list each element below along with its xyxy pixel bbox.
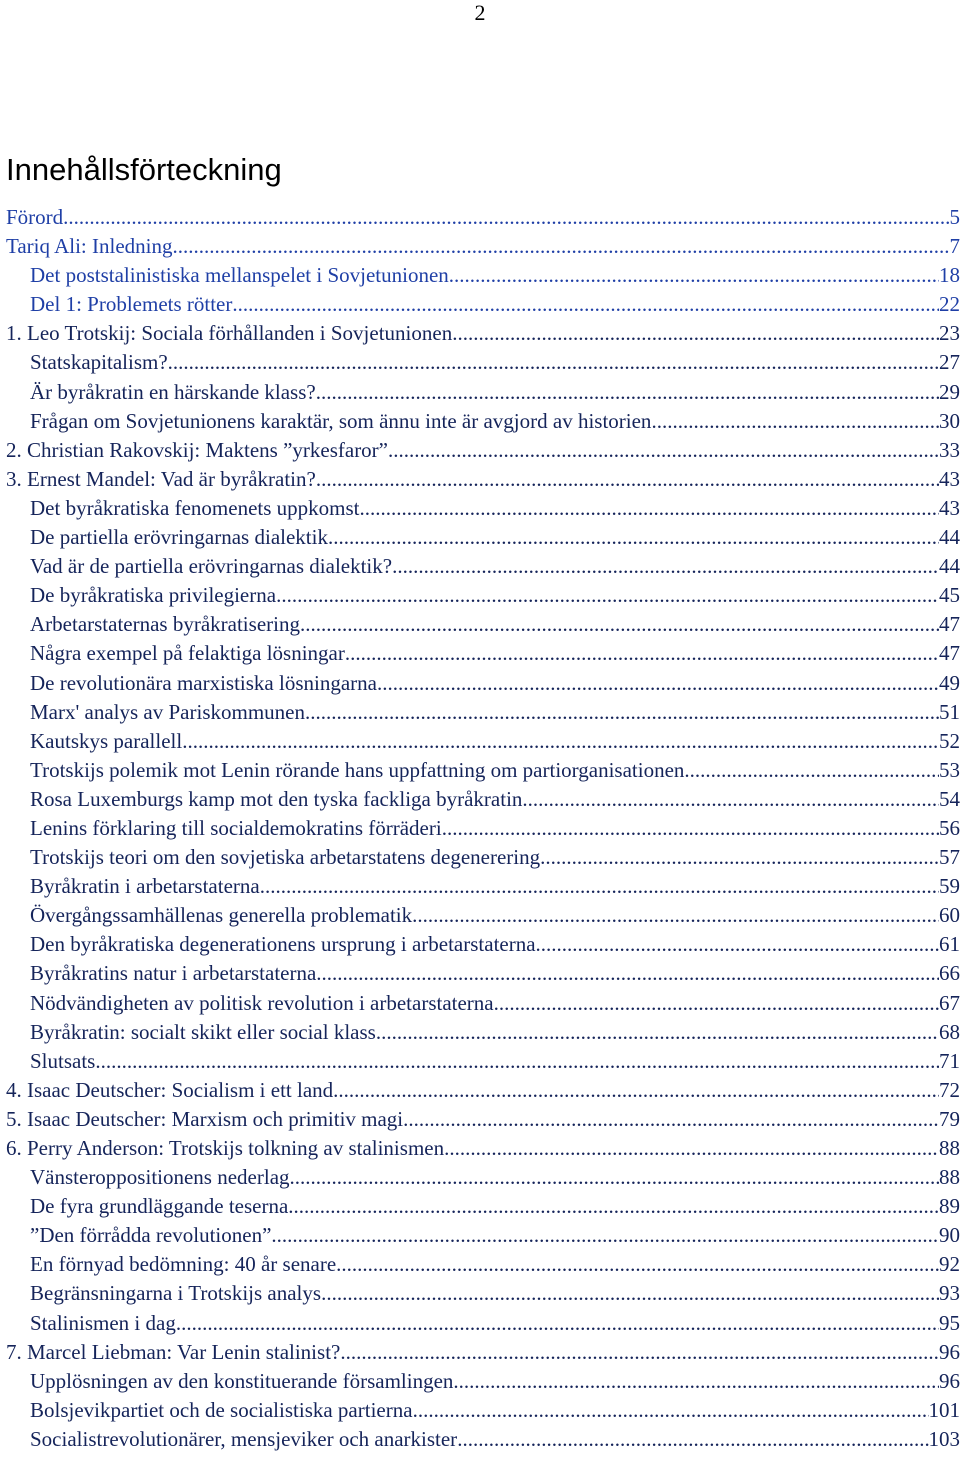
toc-entry[interactable]: [6, 756, 960, 785]
toc-dot-leader: [442, 814, 939, 843]
toc-entry-title[interactable]: Trotskijs teori om den sovjetiska arbetarstatens degenerering: [30, 845, 541, 870]
toc-entry-title[interactable]: Stalinismen i dag: [30, 1310, 176, 1335]
toc-entry-title[interactable]: 2. Christian Rakovskij: Maktens ”yrkesfaror”: [6, 437, 388, 462]
toc-dot-leader: [536, 930, 939, 959]
page-number: 2: [474, 0, 486, 25]
toc-entry-page[interactable]: 56: [939, 815, 960, 840]
toc-entry-title[interactable]: Rosa Luxemburgs kamp mot den tyska fackliga byråkratin: [30, 786, 523, 811]
toc-entry-title[interactable]: En förnyad bedömning: 40 år senare: [30, 1252, 337, 1277]
toc-entry[interactable]: [6, 785, 960, 814]
toc-entry-page[interactable]: 66: [939, 961, 960, 986]
toc-entry-page[interactable]: 88: [939, 1136, 960, 1160]
toc-entry[interactable]: [6, 930, 960, 959]
toc-dot-leader: [300, 610, 939, 639]
toc-entry-title[interactable]: Det byråkratiska fenomenets uppkomst: [30, 495, 360, 520]
toc-entry-page[interactable]: 93: [939, 1281, 960, 1306]
toc-entry-title[interactable]: Förord: [6, 205, 64, 229]
toc-dot-leader: [412, 901, 939, 930]
toc-entry-page[interactable]: 89: [939, 1194, 960, 1219]
toc-entry-title[interactable]: Är byråkratin en härskande klass?: [30, 379, 316, 404]
toc-entry[interactable]: [6, 523, 960, 552]
toc-entry-title[interactable]: Arbetarstaternas byråkratisering: [30, 612, 300, 637]
toc-entry[interactable]: [6, 959, 960, 988]
toc-entry[interactable]: [6, 872, 960, 901]
toc-entry-page[interactable]: 72: [939, 1077, 960, 1102]
toc-dot-leader: [288, 1192, 939, 1221]
toc-entry-page[interactable]: 95: [939, 1310, 960, 1335]
toc-entry-title[interactable]: Den byråkratiska degenerationens ursprung i arbetarstaterna: [30, 932, 536, 957]
toc-entry[interactable]: [6, 1309, 960, 1338]
toc-entry-title[interactable]: 6. Perry Anderson: Trotskijs tolkning av stalinismen: [6, 1136, 445, 1160]
toc-entry-title[interactable]: Nödvändigheten av politisk revolution i arbetarstaterna: [30, 990, 494, 1015]
toc-dot-leader: [95, 1047, 939, 1076]
toc-entry-title[interactable]: Lenins förklaring till socialdemokratins förräderi: [30, 815, 442, 840]
toc-dot-leader: [444, 1134, 939, 1163]
toc-entry[interactable]: [6, 843, 960, 872]
toc-dot-leader: [413, 1396, 929, 1425]
toc-entry-page[interactable]: 7: [949, 234, 960, 259]
toc-entry-page[interactable]: 90: [939, 1223, 960, 1248]
toc-entry[interactable]: [6, 436, 960, 465]
toc-entry-title[interactable]: Bolsjevikpartiet och de socialistiska partierna: [30, 1397, 413, 1422]
toc-entry-title[interactable]: Slutsats: [30, 1048, 96, 1073]
toc-entry[interactable]: [6, 1250, 960, 1279]
toc-entry[interactable]: [6, 378, 960, 407]
toc-entry-title[interactable]: Begränsningarna i Trotskijs analys: [30, 1281, 322, 1306]
toc-entry[interactable]: [6, 1105, 960, 1134]
toc-entry[interactable]: [6, 1163, 960, 1192]
toc-entry-page[interactable]: 44: [939, 554, 960, 579]
toc-entry-page[interactable]: 101: [928, 1397, 960, 1422]
toc-dot-leader: [403, 1105, 939, 1134]
toc-dot-leader: [232, 290, 939, 319]
toc-dot-leader: [173, 232, 950, 261]
toc-dot-leader: [316, 959, 939, 988]
toc-entry-title[interactable]: De partiella erövringarnas dialektik: [30, 525, 328, 550]
toc-dot-leader: [340, 1338, 939, 1367]
toc-dot-leader: [360, 494, 940, 523]
toc-entry-title[interactable]: Tariq Ali: Inledning: [6, 234, 173, 259]
toc-entry-page[interactable]: 68: [939, 1019, 960, 1044]
toc-entry-page[interactable]: 96: [939, 1368, 960, 1393]
toc-dot-leader: [321, 1279, 939, 1308]
toc-entry[interactable]: [6, 989, 960, 1018]
toc-entry-page[interactable]: 96: [939, 1339, 960, 1364]
toc-entry-page[interactable]: 47: [939, 612, 960, 637]
toc-entry[interactable]: [6, 348, 960, 377]
toc-entry-page[interactable]: 79: [939, 1106, 960, 1131]
toc-dot-leader: [494, 989, 939, 1018]
toc-entry[interactable]: [6, 465, 960, 494]
toc-dot-leader: [182, 727, 939, 756]
toc-dot-leader: [271, 1221, 939, 1250]
toc-entry-title[interactable]: Övergångssamhällenas generella problematik: [30, 903, 413, 928]
toc-entry-page[interactable]: 52: [939, 728, 960, 753]
toc-entry-title[interactable]: Några exempel på felaktiga lösningar: [30, 641, 345, 666]
toc-entry-page[interactable]: 71: [939, 1048, 960, 1073]
toc-entry[interactable]: [6, 814, 960, 843]
toc-entry[interactable]: [6, 581, 960, 610]
toc-entry-page[interactable]: 103: [928, 1426, 960, 1451]
toc-entry[interactable]: [6, 1425, 960, 1454]
toc-dot-leader: [336, 1250, 939, 1279]
toc-list: [6, 203, 960, 1454]
toc-entry-title[interactable]: Socialistrevolutionärer, mensjeviker och anarkister: [30, 1426, 458, 1451]
toc-dot-leader: [651, 407, 939, 436]
toc-dot-leader: [449, 261, 939, 290]
toc-entry-page[interactable]: 23: [939, 321, 960, 346]
toc-entry[interactable]: [6, 1221, 960, 1250]
toc-entry[interactable]: [6, 639, 960, 668]
toc-entry[interactable]: [6, 727, 960, 756]
toc-entry[interactable]: [6, 610, 960, 639]
toc-entry[interactable]: [6, 1396, 960, 1425]
toc-entry[interactable]: [6, 1367, 960, 1396]
toc-entry-page[interactable]: 54: [939, 786, 960, 811]
toc-dot-leader: [457, 1425, 928, 1454]
toc-dot-leader: [453, 1367, 939, 1396]
toc-entry-page[interactable]: 60: [939, 903, 960, 928]
toc-entry-page[interactable]: 88: [939, 1165, 960, 1190]
toc-entry-title[interactable]: Byråkratins natur i arbetarstaterna: [30, 961, 317, 986]
toc-dot-leader: [377, 669, 939, 698]
toc-dot-leader: [168, 348, 939, 377]
toc-entry[interactable]: [6, 1018, 960, 1047]
toc-entry-title[interactable]: Kautskys parallell: [30, 728, 183, 753]
toc-entry-title[interactable]: Upplösningen av den konstituerande församlingen: [30, 1368, 454, 1393]
toc-entry-title[interactable]: Det poststalinistiska mellanspelet i Sovjetunionen: [30, 263, 449, 288]
toc-entry-title[interactable]: Statskapitalism?: [30, 350, 168, 375]
toc-entry-page[interactable]: 92: [939, 1252, 960, 1277]
toc-entry[interactable]: [6, 494, 960, 523]
toc-entry-page[interactable]: 57: [939, 845, 960, 870]
toc-entry-page[interactable]: 43: [939, 466, 960, 491]
toc-entry-title[interactable]: ”Den förrådda revolutionen”: [30, 1223, 272, 1248]
toc-dot-leader: [540, 843, 939, 872]
toc-entry-title[interactable]: Marx' analys av Pariskommunen: [30, 699, 305, 724]
toc-entry-page[interactable]: 30: [939, 408, 960, 433]
toc-dot-leader: [305, 698, 939, 727]
toc-entry-page[interactable]: 44: [939, 525, 960, 550]
toc-dot-leader: [345, 639, 939, 668]
toc-entry-title[interactable]: Byråkratin i arbetarstaterna: [30, 874, 260, 899]
toc-dot-leader: [276, 581, 939, 610]
toc-entry-page[interactable]: 18: [939, 263, 960, 288]
toc-dot-leader: [684, 756, 939, 785]
toc-entry-title[interactable]: Byråkratin: socialt skikt eller social klass: [30, 1019, 376, 1044]
toc-entry[interactable]: [6, 407, 960, 436]
toc-entry-page[interactable]: 47: [939, 641, 960, 666]
toc-entry-page[interactable]: 45: [939, 583, 960, 608]
toc-entry-title[interactable]: 7. Marcel Liebman: Var Lenin stalinist?: [6, 1339, 341, 1364]
toc-entry-page[interactable]: 5: [949, 205, 960, 229]
toc-entry-page[interactable]: 43: [939, 495, 960, 520]
toc-dot-leader: [376, 1018, 939, 1047]
toc-entry-page[interactable]: 67: [939, 990, 960, 1015]
toc-entry-title[interactable]: De revolutionära marxistiska lösningarna: [30, 670, 377, 695]
toc-entry-page[interactable]: 33: [939, 437, 960, 462]
toc-entry[interactable]: [6, 1192, 960, 1221]
toc-dot-leader: [522, 785, 939, 814]
toc-entry[interactable]: [6, 232, 960, 261]
toc-entry[interactable]: [6, 901, 960, 930]
toc-heading: Innehållsförteckning: [6, 152, 282, 187]
toc-entry[interactable]: [6, 1338, 960, 1367]
toc-entry[interactable]: [6, 552, 960, 581]
toc-dot-leader: [388, 436, 939, 465]
toc-entry-title[interactable]: 5. Isaac Deutscher: Marxism och primitiv magi: [6, 1106, 404, 1131]
toc-entry[interactable]: [6, 1279, 960, 1308]
toc-entry-page[interactable]: 59: [939, 874, 960, 899]
toc-dot-leader: [260, 872, 939, 901]
toc-entry-title[interactable]: Frågan om Sovjetunionens karaktär, som ännu inte är avgjord av historien: [30, 408, 652, 433]
toc-entry[interactable]: [6, 290, 960, 319]
toc-entry-title[interactable]: Vad är de partiella erövringarnas dialektik?: [30, 554, 393, 579]
toc-dot-leader: [328, 523, 939, 552]
toc-entry[interactable]: [6, 1134, 960, 1163]
toc-entry[interactable]: [6, 1047, 960, 1076]
toc-entry-title[interactable]: 3. Ernest Mandel: Vad är byråkratin?: [6, 466, 316, 491]
toc-entry[interactable]: [6, 698, 960, 727]
toc-dot-leader: [316, 465, 939, 494]
toc-entry-page[interactable]: 27: [939, 350, 960, 375]
toc-entry-page[interactable]: 22: [939, 292, 960, 317]
toc-dot-leader: [452, 319, 939, 348]
toc-dot-leader: [290, 1163, 939, 1192]
toc-dot-leader: [63, 203, 949, 232]
toc-entry-title[interactable]: 1. Leo Trotskij: Sociala förhållanden i Sovjetunionen: [6, 321, 453, 346]
toc-entry[interactable]: [6, 1076, 960, 1105]
toc-dot-leader: [392, 552, 939, 581]
toc-entry-page[interactable]: 29: [939, 379, 960, 404]
toc-entry[interactable]: [6, 319, 960, 348]
toc-dot-leader: [333, 1076, 939, 1105]
toc-entry-title[interactable]: Trotskijs polemik mot Lenin rörande hans uppfattning om partiorganisationen: [30, 757, 685, 782]
toc-entry[interactable]: [6, 203, 960, 232]
toc-entry[interactable]: [6, 669, 960, 698]
toc-entry-page[interactable]: 51: [939, 699, 960, 724]
toc-entry-page[interactable]: 61: [939, 932, 960, 957]
toc-entry-page[interactable]: 49: [939, 670, 960, 695]
toc-dot-leader: [176, 1309, 939, 1338]
toc-entry-title[interactable]: Vänsteroppositionens nederlag: [30, 1165, 290, 1190]
toc-entry[interactable]: [6, 261, 960, 290]
toc-dot-leader: [316, 378, 939, 407]
toc-entry-title[interactable]: Del 1: Problemets rötter: [30, 292, 233, 317]
toc-entry-title[interactable]: 4. Isaac Deutscher: Socialism i ett land: [6, 1077, 334, 1102]
toc-entry-title[interactable]: De byråkratiska privilegierna: [30, 583, 277, 608]
toc-entry-title[interactable]: De fyra grundläggande teserna: [30, 1194, 289, 1219]
toc-entry-page[interactable]: 53: [939, 757, 960, 782]
